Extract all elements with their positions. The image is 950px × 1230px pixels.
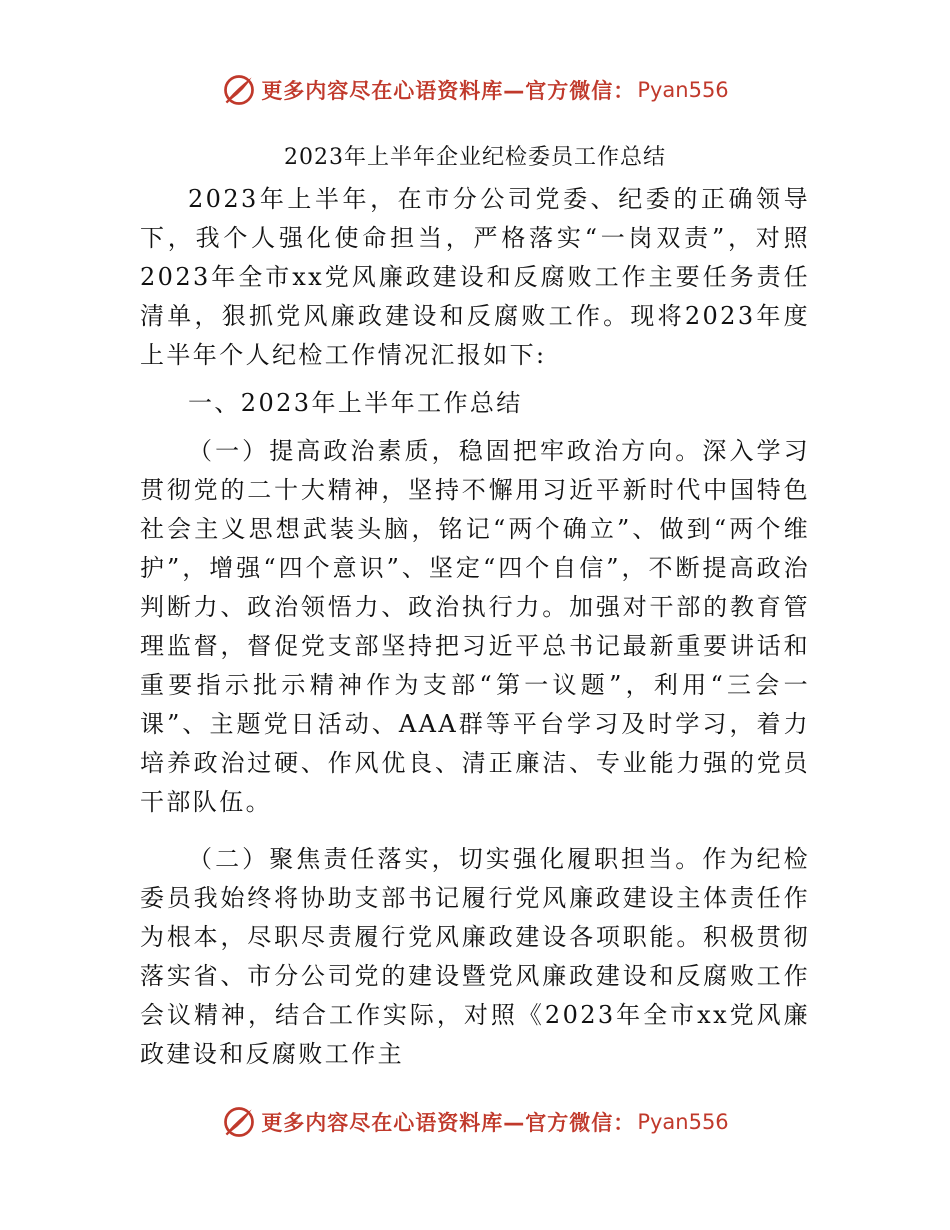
watermark-banner-bottom [0,1102,950,1142]
paragraph-2: （二）聚焦责任落实，切实强化履职担当。作为纪检委员我始终将协助支部书记履行党风廉政建设主体责任作为根本，尽职尽责履行党风廉政建设各项职能。积极贯彻落实省、市分公司党的建设暨党风廉政建设和反腐败工作会议精神，结合工作实际，对照《2023年全市xx党风廉政建设和反腐败工作主 [140,845,810,1068]
quill-logo-icon [221,72,257,108]
document-body [140,138,810,1074]
intro-paragraph: 2023年上半年，在市分公司党委、纪委的正确领导下，我个人强化使命担当，严格落实“一岗双责”，对照2023年全市xx党风廉政建设和反腐败工作主要任务责任清单，狠抓党风廉政建设和反腐败工作。现将2023年度上半年个人纪检工作情况汇报如下: [140,185,810,369]
section-heading: 一、2023年上半年工作总结 [188,389,523,417]
paragraph-1: （一）提高政治素质，稳固把牢政治方向。深入学习贯彻党的二十大精神，坚持不懈用习近平新时代中国特色社会主义思想武装头脑，铭记“两个确立”、做到“两个维护”，增强“四个意识”、坚定“四个自信”，不断提高政治判断力、政治领悟力、政治执行力。加强对干部的教育管理监督，督促党支部坚持把习近平总书记最新重要讲话和重要指示批示精神作为支部“第一议题”，利用“三会一课”、主题党日活动、AAA群等平台学习及时学习，着力培养政治过硬、作风优良、清正廉洁、专业能力强的党员干部队伍。 [140,437,810,816]
watermark-text: 更多内容尽在心语资料库—官方微信： [261,1111,636,1135]
document-title: 2023年上半年企业纪检委员工作总结 [284,145,666,170]
watermark-wechat-id: Pyan556 [637,78,729,102]
quill-logo-icon [221,1104,257,1140]
watermark-text: 更多内容尽在心语资料库—官方微信： [261,79,636,103]
watermark-wechat-id: Pyan556 [637,1110,729,1134]
watermark-banner-top [0,70,950,110]
